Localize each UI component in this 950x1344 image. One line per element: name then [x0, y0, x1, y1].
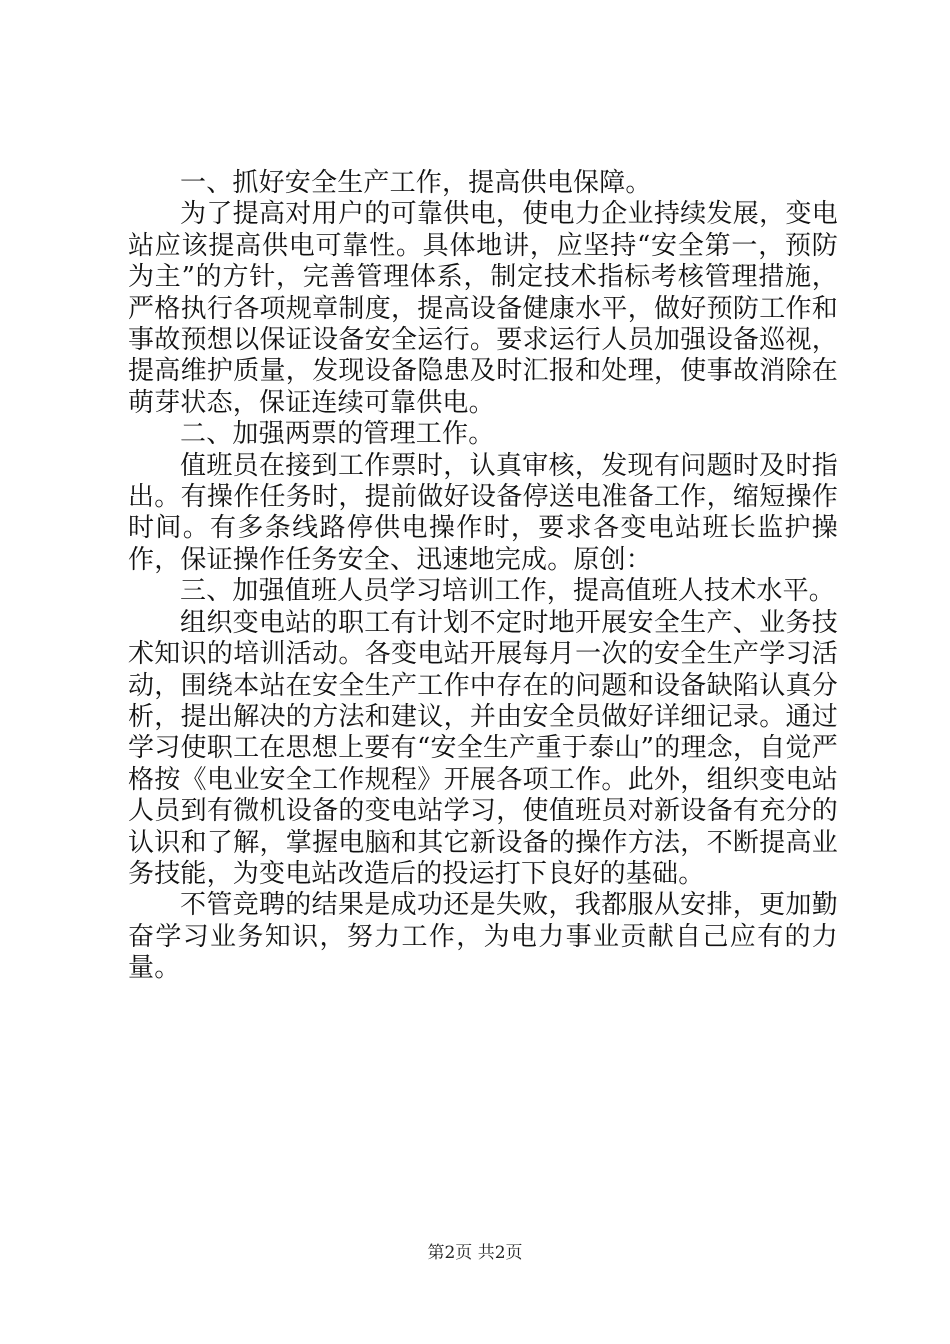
document-body: [128, 168, 838, 985]
paragraph-two-tickets: 值班员在接到工作票时，认真审核，发现有问题时及时指出。有操作任务时，提前做好设备停送电准备工作，缩短操作时间。有多条线路停供电操作时，要求各变电站班长监护操作，保证操作任务安全、迅速地完成。原创：: [128, 450, 838, 575]
heading-training: 三、加强值班人员学习培训工作，提高值班人技术水平。: [180, 576, 836, 607]
paragraph-training: 组织变电站的职工有计划不定时地开展安全生产、业务技术知识的培训活动。各变电站开展每月一次的安全生产学习活动，围绕本站在安全生产工作中存在的问题和设备缺陷认真分析，提出解决的方法和建议，并由安全员做好详细记录。通过学习使职工在思想上要有“安全生产重于泰山”的理念，自觉严格按《电业安全工作规程》开展各项工作。此外，组织变电站人员到有微机设备的变电站学习，使值班员对新设备有充分的认识和了解，掌握电脑和其它新设备的操作方法，不断提高业务技能，为变电站改造后的投运打下良好的基础。: [128, 607, 838, 889]
page-footer: 第2页 共2页: [427, 1243, 523, 1263]
paragraph-conclusion: 不管竞聘的结果是成功还是失败，我都服从安排，更加勤奋学习业务知识，努力工作，为电力事业贡献自己应有的力量。: [128, 890, 838, 984]
heading-safety-production: 一、抓好安全生产工作，提高供电保障。: [180, 168, 652, 198]
heading-two-tickets: 二、加强两票的管理工作。: [180, 419, 495, 450]
paragraph-safety-production: 为了提高对用户的可靠供电，使电力企业持续发展，变电站应该提高供电可靠性。具体地讲，应坚持“安全第一，预防为主”的方针，完善管理体系，制定技术指标考核管理措施，严格执行各项规章制度，提高设备健康水平，做好预防工作和事故预想以保证设备安全运行。要求运行人员加强设备巡视，提高维护质量，发现设备隐患及时汇报和处理，使事故消除在萌芽状态，保证连续可靠供电。: [128, 199, 838, 418]
